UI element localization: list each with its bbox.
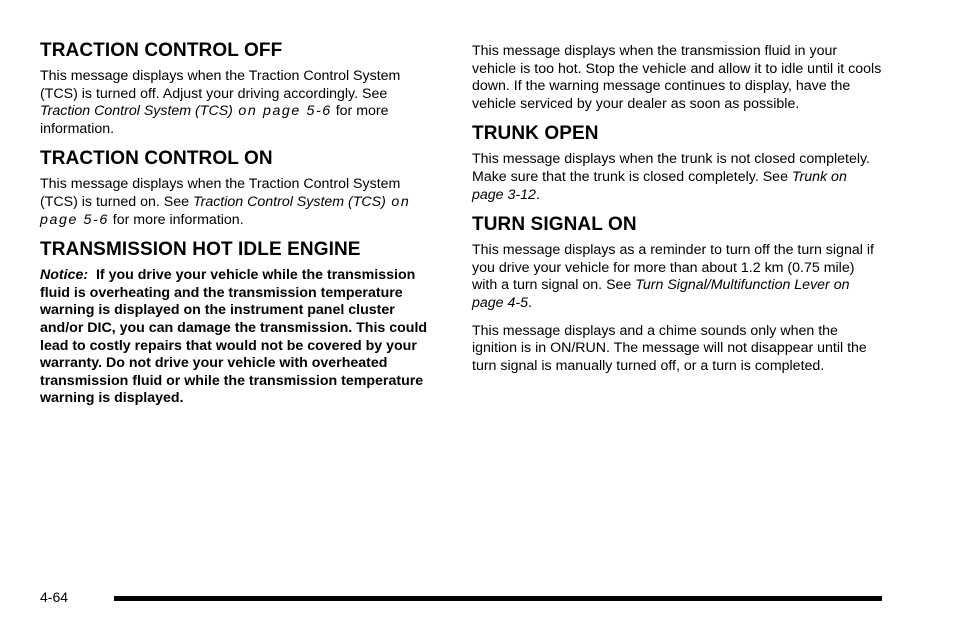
heading-trunk-open: TRUNK OPEN (472, 123, 599, 145)
body-text: This message displays when the trunk is not closed completely. Make sure that the trunk is closed completely. See (472, 151, 870, 185)
cross-reference: Traction Control System (TCS) (192, 193, 386, 210)
heading-turn-signal-on: TURN SIGNAL ON (472, 214, 637, 236)
section-trunk-open (472, 123, 882, 204)
section-traction-control-off (40, 40, 440, 138)
paragraph-traction-control-off (40, 68, 440, 138)
cross-reference-page: on page 5‑6 (232, 103, 332, 120)
heading-transmission-hot-idle-engine: TRANSMISSION HOT IDLE ENGINE (40, 239, 361, 261)
left-column (40, 40, 440, 418)
footer-rule (114, 596, 882, 601)
notice-text: If you drive your vehicle while the transmission fluid is overheating and the transmission temperature warning is displayed on the instrument panel cluster and/or DIC, you can damage the transmission. This could lead to costly repairs that would not be covered by your warranty. Do not drive your vehicle with overheated transmission fluid or while the transmission temperature warning is displayed. (40, 267, 432, 407)
paragraph-trunk-open (472, 151, 882, 204)
paragraph-turn-signal-chime: This message displays and a chime sounds only when the ignition is in ON/RUN. The message will not disappear until the turn signal is manually turned off, or a turn is completed. (472, 322, 867, 374)
body-text-tail: for more information. (40, 103, 389, 137)
body-text-tail: for more information. (108, 211, 244, 228)
heading-traction-control-off: TRACTION CONTROL OFF (40, 40, 283, 61)
notice-label: Notice: (40, 267, 89, 284)
body-text: This message displays when the Traction Control System (TCS) is turned on. See (40, 176, 401, 210)
cross-reference: Traction Control System (TCS) (40, 103, 233, 120)
paragraph-traction-control-on (40, 176, 440, 229)
body-text: This message displays when the Traction Control System (TCS) is turned off. Adjust your driving accordingly. See (40, 68, 401, 102)
heading-traction-control-on: TRACTION CONTROL ON (40, 148, 273, 170)
section-transmission-hot-idle-engine (40, 239, 440, 408)
section-turn-signal-on (472, 214, 882, 375)
paragraph-turn-signal-on (472, 242, 882, 312)
section-traction-control-on (40, 148, 440, 229)
paragraph-transmission-fluid-hot: This message displays when the transmission fluid in your vehicle is too hot. Stop the vehicle and allow it to idle until it cools down. If the warning message continues to display, have the vehicle serviced by your dealer as soon as possible. (472, 43, 882, 112)
page-number: 4-64 (40, 589, 69, 605)
cross-reference: Turn Signal/Multifunction Lever on page 4‑5 (472, 277, 850, 311)
cross-reference-page: on page 5‑6 (40, 193, 411, 228)
cross-reference: Trunk on page 3‑12 (472, 168, 847, 203)
right-column (472, 43, 882, 385)
body-text-tail: . (535, 186, 540, 203)
notice-paragraph (40, 267, 440, 408)
body-text-tail: . (528, 294, 532, 311)
body-text: This message displays as a reminder to turn off the turn signal if you drive your vehicle for more than about 1.2 km (0.75 mile) with a turn signal on. See (472, 242, 874, 294)
